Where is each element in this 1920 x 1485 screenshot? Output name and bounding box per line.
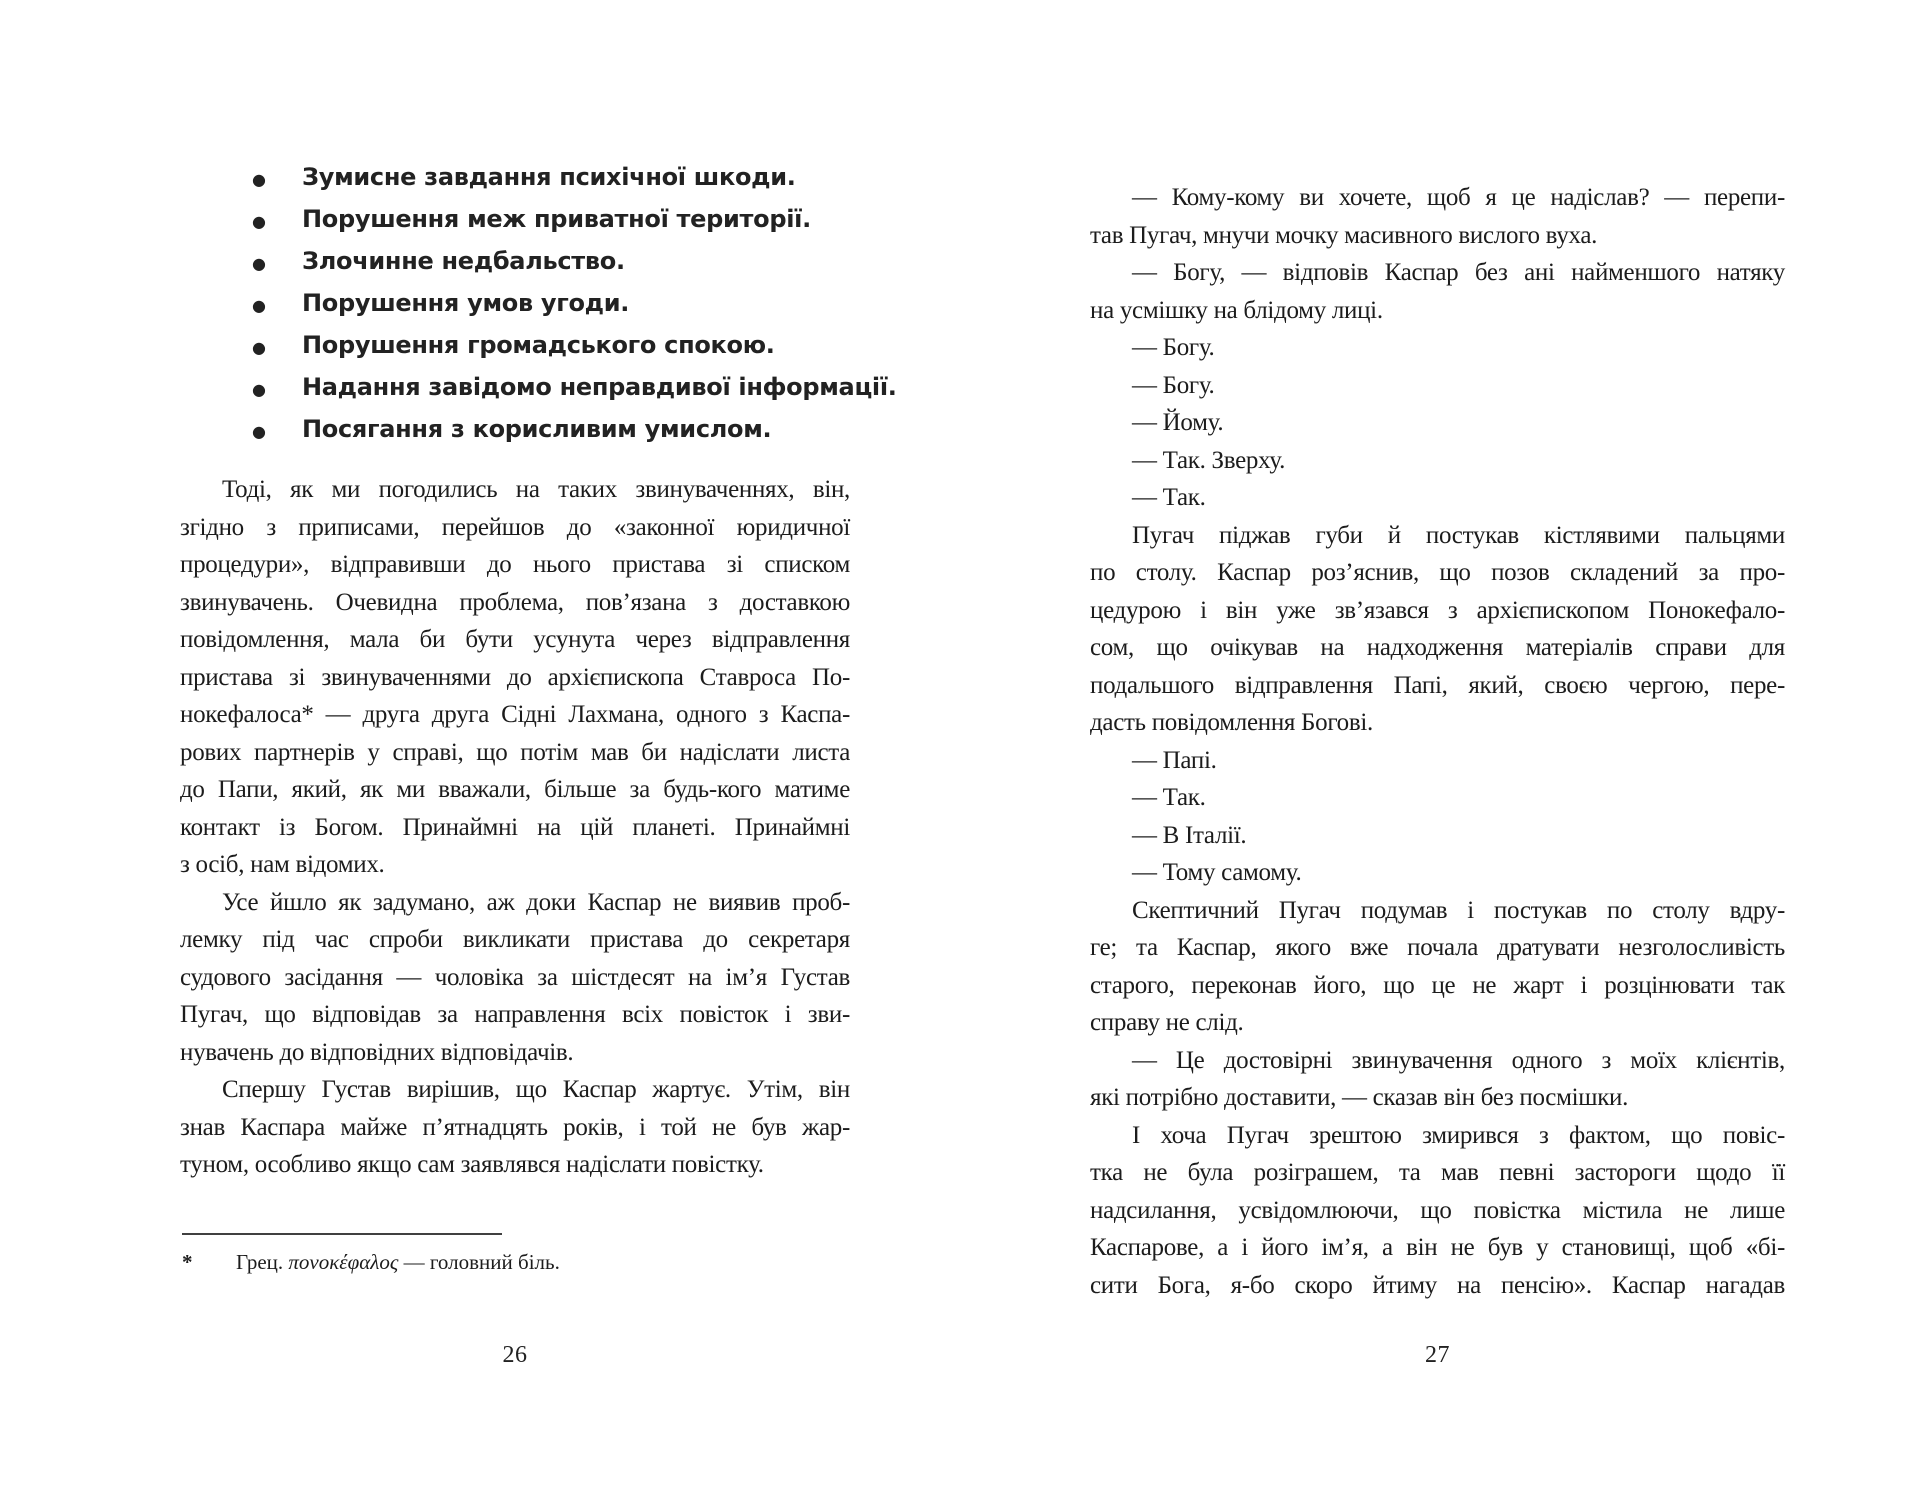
paragraph bbox=[1090, 479, 1785, 517]
text-line: тав Пугач, мнучи мочку масивного вислого вуха. bbox=[1090, 221, 1598, 249]
text-line: Пугач піджав губи й постукав кістлявими пальцями bbox=[1132, 521, 1785, 549]
text-line: — Так. bbox=[1132, 784, 1206, 811]
text-line: Тоді, як ми погодились на таких звинуваченнях, він, bbox=[222, 476, 850, 503]
list-item-text: Надання завідомо неправдивої інформації. bbox=[302, 373, 897, 401]
bullet-icon: ● bbox=[252, 254, 266, 273]
text-line: надсилання, усвідомлюючи, що повістка містила не лише bbox=[1090, 1196, 1785, 1224]
paragraph bbox=[1090, 179, 1785, 254]
text-line: подальшого відправлення Папі, який, своєю чергою, пере- bbox=[1090, 671, 1785, 699]
footnote-divider bbox=[182, 1233, 502, 1235]
text-line: — Йому. bbox=[1132, 409, 1224, 436]
text-line: — Богу, — відповів Каспар без ані найменшого натяку bbox=[1132, 259, 1785, 286]
list-item bbox=[180, 240, 850, 282]
text-line: контакт із Богом. Принаймні на цій планеті. Принаймні bbox=[180, 813, 850, 841]
text-line: судового засідання — чоловіка за шістдесят на ім’я Густав bbox=[180, 963, 850, 991]
body-text bbox=[180, 471, 850, 1184]
text-line: — Так. Зверху. bbox=[1132, 446, 1286, 474]
text-line: пристава зі звинуваченнями до архієпископа Ставроса По- bbox=[180, 663, 850, 691]
text-line: Каспарове, а і його ім’я, а він не був у становищі, щоб «бі- bbox=[1090, 1234, 1785, 1261]
paragraph bbox=[1090, 1042, 1785, 1117]
paragraph bbox=[1090, 329, 1785, 367]
text-line: І хоча Пугач зрештою змирився з фактом, що повіс- bbox=[1132, 1121, 1785, 1149]
page-number-left: 26 bbox=[502, 1342, 528, 1368]
bullet-icon: ● bbox=[252, 338, 266, 357]
paragraph bbox=[1090, 254, 1785, 329]
paragraph bbox=[1090, 742, 1785, 780]
text-line: Усе йшло як задумано, аж доки Каспар не виявив проб- bbox=[222, 888, 850, 916]
list-item bbox=[180, 198, 850, 240]
text-line: — Це достовірні звинувачення одного з моїх клієнтів, bbox=[1132, 1046, 1785, 1074]
bullet-icon: ● bbox=[252, 380, 266, 399]
text-line: цедурою і він уже зв’язався з архієпископом Понокефало- bbox=[1090, 596, 1785, 624]
text-line: нокефалоса* — друга друга Сідні Лахмана, одного з Каспа- bbox=[180, 701, 850, 728]
book-page-right bbox=[1090, 0, 1785, 1485]
paragraph bbox=[1090, 367, 1785, 405]
paragraph bbox=[180, 471, 850, 884]
paragraph bbox=[180, 884, 850, 1072]
text-line: сити Бога, я-бо скоро йтиму на пенсію». Каспар нагадав bbox=[1090, 1271, 1785, 1299]
text-line: — Папі. bbox=[1132, 746, 1217, 774]
text-line: — Богу. bbox=[1132, 334, 1215, 361]
book-page-left bbox=[180, 0, 897, 1485]
list-item-text: Злочинне недбальство. bbox=[302, 247, 625, 275]
list-item bbox=[180, 366, 897, 408]
text-line: — Тому самому. bbox=[1132, 859, 1302, 886]
list-item-text: Зумисне завдання психічної шкоди. bbox=[302, 163, 796, 191]
list-item-text: Порушення громадського спокою. bbox=[302, 331, 775, 359]
text-line: які потрібно доставити, — сказав він без посмішки. bbox=[1090, 1084, 1629, 1111]
text-line: згідно з приписами, перейшов до «законної юридичної bbox=[180, 513, 850, 541]
paragraph bbox=[1090, 854, 1785, 892]
paragraph bbox=[1090, 1117, 1785, 1305]
text-line: старого, переконав його, що це не жарт і розцінювати так bbox=[1090, 971, 1785, 999]
footnote-greek-term: πονοκέφαλος bbox=[288, 1250, 399, 1274]
text-line: Пугач, що відповідав за направлення всіх повісток і зви- bbox=[180, 1001, 850, 1028]
paragraph bbox=[180, 1071, 850, 1184]
text-line: процедури», відправивши до нього пристава зі списком bbox=[180, 551, 850, 578]
text-line: Спершу Густав вирішив, що Каспар жартує. Утім, він bbox=[222, 1076, 850, 1103]
text-line: справу не слід. bbox=[1090, 1009, 1244, 1036]
bullet-icon: ● bbox=[252, 422, 266, 441]
list-item bbox=[180, 282, 850, 324]
text-line: на усмішку на блідому лиці. bbox=[1090, 296, 1383, 324]
bullet-icon: ● bbox=[252, 212, 266, 231]
body-text bbox=[1090, 179, 1785, 1304]
text-line: нувачень до відповідних відповідачів. bbox=[180, 1038, 574, 1066]
text-line: — Кому-кому ви хочете, щоб я це надіслав? — перепи- bbox=[1132, 184, 1785, 211]
list-item-text: Посягання з корисливим умислом. bbox=[302, 415, 772, 443]
text-line: ге; та Каспар, якого вже почала дратувати незголосливість bbox=[1090, 934, 1785, 961]
list-item bbox=[180, 408, 850, 450]
text-line: Скептичний Пугач подумав і постукав по столу вдру- bbox=[1132, 896, 1785, 924]
list-item-text: Порушення меж приватної території. bbox=[302, 205, 811, 233]
text-line: — Богу. bbox=[1132, 371, 1215, 399]
paragraph bbox=[1090, 442, 1785, 480]
paragraph bbox=[1090, 817, 1785, 855]
text-line: рових партнерів у справі, що потім мав би надіслати листа bbox=[180, 738, 850, 766]
paragraph bbox=[1090, 404, 1785, 442]
text-line: — В Італії. bbox=[1132, 821, 1247, 849]
text-line: звинувачень. Очевидна проблема, пов’язана з доставкою bbox=[180, 588, 850, 616]
text-line: до Папи, який, як ми вважали, більше за будь-кого матиме bbox=[180, 776, 850, 803]
text-line: з осіб, нам відомих. bbox=[180, 851, 385, 878]
paragraph bbox=[1090, 517, 1785, 742]
list-item bbox=[180, 156, 850, 198]
list-item bbox=[180, 324, 850, 366]
text-line: по столу. Каспар роз’яснив, що позов складений за про- bbox=[1090, 559, 1785, 586]
text-line: тка не була розіграшем, та мав певні застороги щодо її bbox=[1090, 1159, 1785, 1186]
footnote-text: Грец. πονοκέφαλος — головний біль. bbox=[236, 1250, 560, 1274]
text-line: сом, що очікував на надходження матеріалів справи для bbox=[1090, 634, 1785, 661]
text-line: лемку під час спроби викликати пристава до секретаря bbox=[180, 926, 850, 953]
text-line: знав Каспара майже п’ятнадцять років, і той не був жар- bbox=[180, 1113, 850, 1141]
text-line: дасть повідомлення Богові. bbox=[1090, 709, 1373, 736]
text-line: — Так. bbox=[1132, 484, 1206, 511]
footnote-marker: * bbox=[182, 1250, 193, 1274]
text-line: туном, особливо якщо сам заявлявся надіслати повістку. bbox=[180, 1151, 764, 1178]
text-line: повідомлення, мала би бути усунута через відправлення bbox=[180, 626, 850, 653]
list-item-text: Порушення умов угоди. bbox=[302, 289, 630, 317]
paragraph bbox=[1090, 779, 1785, 817]
footnote bbox=[180, 1247, 850, 1277]
accusation-list bbox=[180, 156, 897, 450]
bullet-icon: ● bbox=[252, 296, 266, 315]
bullet-icon: ● bbox=[252, 170, 266, 189]
paragraph bbox=[1090, 892, 1785, 1042]
page-number-right: 27 bbox=[1425, 1342, 1450, 1368]
